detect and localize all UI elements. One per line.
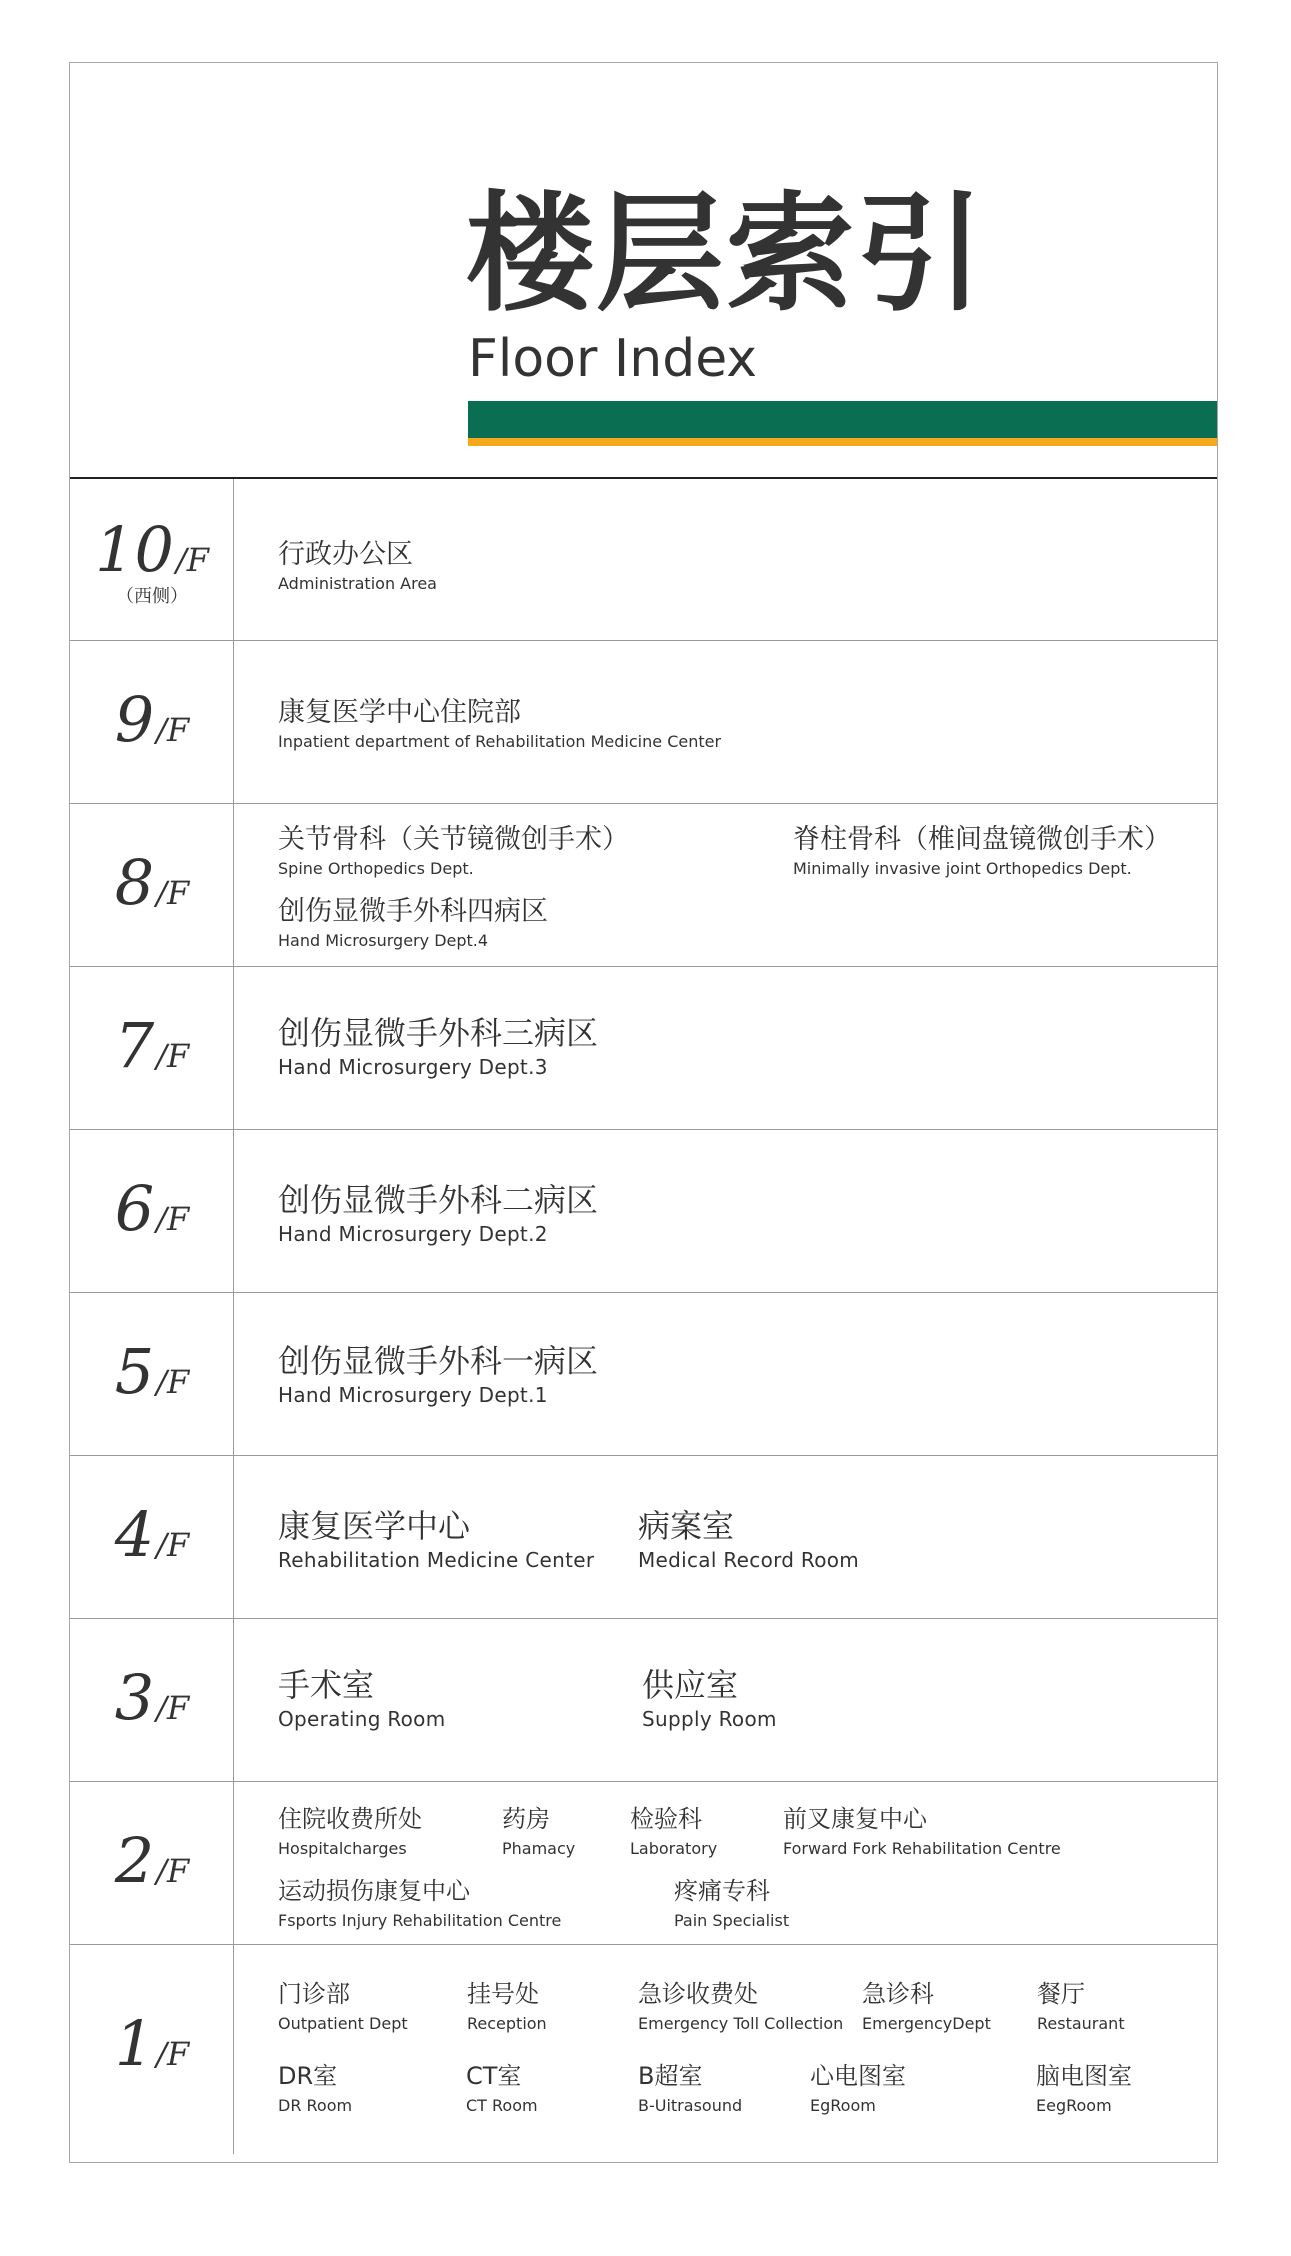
title-english: Floor Index <box>468 329 758 389</box>
floor-label <box>70 1009 234 1082</box>
entry-cn: 药房 <box>502 1805 550 1833</box>
floor-note: （西侧） <box>116 586 188 607</box>
floor-suffix: /F <box>156 874 190 912</box>
floor-label-cell <box>70 1293 234 1455</box>
entry-en: Emergency Toll Collection <box>638 2013 844 2033</box>
entry-cn: B超室 <box>638 2062 703 2090</box>
entry-cn: 供应室 <box>642 1666 739 1704</box>
entry-medical-record-room <box>638 1508 859 1572</box>
entry-en: Outpatient Dept <box>278 2013 408 2033</box>
entry-cn: 脑电图室 <box>1036 2062 1132 2090</box>
entry-laboratory <box>630 1806 717 1858</box>
entry-cn: 创伤显微手外科一病区 <box>278 1342 599 1380</box>
entry-cn: DR室 <box>278 2062 338 2090</box>
entry-en: Operating Room <box>278 1706 446 1731</box>
entry-en: B-Uitrasound <box>638 2095 743 2115</box>
yellow-accent-bar <box>468 438 1217 446</box>
entry-administration-area <box>278 539 437 593</box>
entry-cn: 康复医学中心住院部 <box>278 697 521 728</box>
entry-cn: 行政办公区 <box>278 539 413 570</box>
floor-label-cell <box>70 1456 234 1618</box>
floor-number: 2 <box>114 1824 155 1897</box>
entry-cn: 门诊部 <box>278 1980 350 2008</box>
entry-spine-orthopedics <box>793 824 1171 878</box>
floor-label <box>70 1335 234 1408</box>
entry-en: Pain Specialist <box>674 1910 790 1930</box>
entry-cn: 创伤显微手外科四病区 <box>278 896 548 927</box>
floor-label <box>70 1661 234 1734</box>
floor-number: 5 <box>114 1335 155 1408</box>
floor-label <box>70 846 234 919</box>
entry-en: Phamacy <box>502 1838 576 1858</box>
entry-ct-room <box>466 2063 538 2115</box>
entry-en: Rehabilitation Medicine Center <box>278 1547 595 1572</box>
floor-row-10 <box>70 479 1217 641</box>
green-accent-bar <box>468 401 1217 438</box>
entry-en: Administration Area <box>278 574 437 594</box>
floor-suffix: /F <box>156 1689 190 1727</box>
entry-cn: 心电图室 <box>810 2062 906 2090</box>
floor-number: 4 <box>114 1498 155 1571</box>
floor-label-cell <box>70 1945 234 2154</box>
floor-label <box>70 1172 234 1245</box>
entry-rehab-inpatient <box>278 697 721 751</box>
entry-hospital-charges <box>278 1806 422 1858</box>
entry-cn: 前叉康复中心 <box>783 1805 927 1833</box>
entry-en: Fsports Injury Rehabilitation Centre <box>278 1910 562 1930</box>
entry-emergency-dept <box>862 1981 991 2033</box>
floor-number: 1 <box>114 2007 155 2080</box>
entry-en: Inpatient department of Rehabilitation Medicine Center <box>278 732 722 752</box>
entry-cn: 急诊收费处 <box>638 1980 758 2008</box>
entry-en: Spine Orthopedics Dept. <box>278 859 474 879</box>
floor-row-9 <box>70 641 1217 804</box>
entry-ecg-room <box>810 2063 906 2115</box>
entry-en: Laboratory <box>630 1838 718 1858</box>
entry-cn: 急诊科 <box>862 1980 934 2008</box>
floor-row-4 <box>70 1456 1217 1619</box>
entry-cn: 疼痛专科 <box>674 1877 770 1905</box>
entry-cn: 餐厅 <box>1037 1980 1085 2008</box>
floor-number: 9 <box>114 683 155 756</box>
entry-hand-microsurgery-2 <box>278 1182 598 1246</box>
entry-supply-room <box>642 1667 777 1731</box>
floor-label-cell <box>70 1619 234 1781</box>
entry-cn: 住院收费所处 <box>278 1805 422 1833</box>
entry-en: EgRoom <box>810 2095 876 2115</box>
entry-rehab-center <box>278 1508 594 1572</box>
entry-en: Medical Record Room <box>638 1547 860 1572</box>
floor-row-8 <box>70 804 1217 967</box>
entry-restaurant <box>1037 1981 1125 2033</box>
floor-suffix: /F <box>156 1363 190 1401</box>
entry-en: Hand Microsurgery Dept.3 <box>278 1054 548 1079</box>
entry-en: Minimally invasive joint Orthopedics Dept. <box>793 859 1132 879</box>
entry-hand-microsurgery-3 <box>278 1015 598 1079</box>
entry-cn: 创伤显微手外科三病区 <box>278 1014 599 1052</box>
floor-label <box>70 1824 234 1897</box>
floor-label <box>70 683 234 756</box>
floor-row-2 <box>70 1782 1217 1945</box>
floor-label-cell <box>70 641 234 803</box>
floor-suffix: /F <box>175 541 209 579</box>
floor-suffix: /F <box>156 1526 190 1564</box>
entry-pain-specialist <box>674 1878 789 1930</box>
entry-cn: CT室 <box>466 2062 522 2090</box>
floor-suffix: /F <box>156 711 190 749</box>
entry-en: Hand Microsurgery Dept.2 <box>278 1221 548 1246</box>
entry-cn: 病案室 <box>638 1507 735 1545</box>
floor-number: 8 <box>114 846 155 919</box>
floor-list <box>70 479 1217 2154</box>
entry-en: Supply Room <box>642 1706 777 1731</box>
floor-row-6 <box>70 1130 1217 1293</box>
floor-number: 10 <box>95 513 174 586</box>
floor-label-cell <box>70 479 234 640</box>
floor-label-cell <box>70 804 234 966</box>
entry-cn: 手术室 <box>278 1666 375 1704</box>
floor-row-3 <box>70 1619 1217 1782</box>
entry-en: Restaurant <box>1037 2013 1125 2033</box>
floor-suffix: /F <box>156 1852 190 1890</box>
entry-dr-room <box>278 2063 352 2115</box>
entry-outpatient-dept <box>278 1981 408 2033</box>
floor-row-5 <box>70 1293 1217 1456</box>
entry-joint-orthopedics <box>278 824 629 878</box>
entry-forward-fork-rehab <box>783 1806 1061 1858</box>
floor-row-7 <box>70 967 1217 1130</box>
entry-en: EegRoom <box>1036 2095 1112 2115</box>
floor-label <box>70 513 234 586</box>
entry-cn: 创伤显微手外科二病区 <box>278 1181 599 1219</box>
floor-label-cell <box>70 1130 234 1292</box>
entry-cn: 康复医学中心 <box>278 1507 471 1545</box>
entry-en: Hand Microsurgery Dept.1 <box>278 1382 548 1407</box>
entry-en: DR Room <box>278 2095 353 2115</box>
entry-cn: 关节骨科（关节镜微创手术） <box>278 824 629 855</box>
header <box>70 63 1217 479</box>
entry-emergency-toll <box>638 1981 843 2033</box>
entry-cn: 挂号处 <box>467 1980 539 2008</box>
floor-number: 7 <box>114 1009 155 1082</box>
floor-label <box>70 1498 234 1571</box>
floor-label <box>70 2007 234 2080</box>
entry-pharmacy <box>502 1806 575 1858</box>
entry-cn: 运动损伤康复中心 <box>278 1877 470 1905</box>
entry-en: CT Room <box>466 2095 538 2115</box>
entry-en: Hospitalcharges <box>278 1838 407 1858</box>
floor-index-board <box>69 62 1218 2163</box>
entry-sports-injury-rehab <box>278 1878 561 1930</box>
entry-cn: 检验科 <box>630 1805 702 1833</box>
floor-suffix: /F <box>156 2035 190 2073</box>
title-chinese: 楼层索引 <box>466 180 987 329</box>
floor-number: 3 <box>114 1661 155 1734</box>
floor-suffix: /F <box>156 1037 190 1075</box>
floor-label-cell <box>70 1782 234 1944</box>
entry-en: Hand Microsurgery Dept.4 <box>278 931 489 951</box>
entry-hand-microsurgery-4 <box>278 896 548 950</box>
entry-en: Reception <box>467 2013 547 2033</box>
entry-en: EmergencyDept <box>862 2013 991 2033</box>
entry-cn: 脊柱骨科（椎间盘镜微创手术） <box>793 824 1171 855</box>
floor-row-1 <box>70 1945 1217 2154</box>
entry-operating-room <box>278 1667 446 1731</box>
entry-b-ultrasound <box>638 2063 742 2115</box>
floor-suffix: /F <box>156 1200 190 1238</box>
entry-reception <box>467 1981 547 2033</box>
floor-number: 6 <box>114 1172 155 1245</box>
entry-en: Forward Fork Rehabilitation Centre <box>783 1838 1061 1858</box>
entry-eeg-room <box>1036 2063 1132 2115</box>
entry-hand-microsurgery-1 <box>278 1343 598 1407</box>
floor-label-cell <box>70 967 234 1129</box>
